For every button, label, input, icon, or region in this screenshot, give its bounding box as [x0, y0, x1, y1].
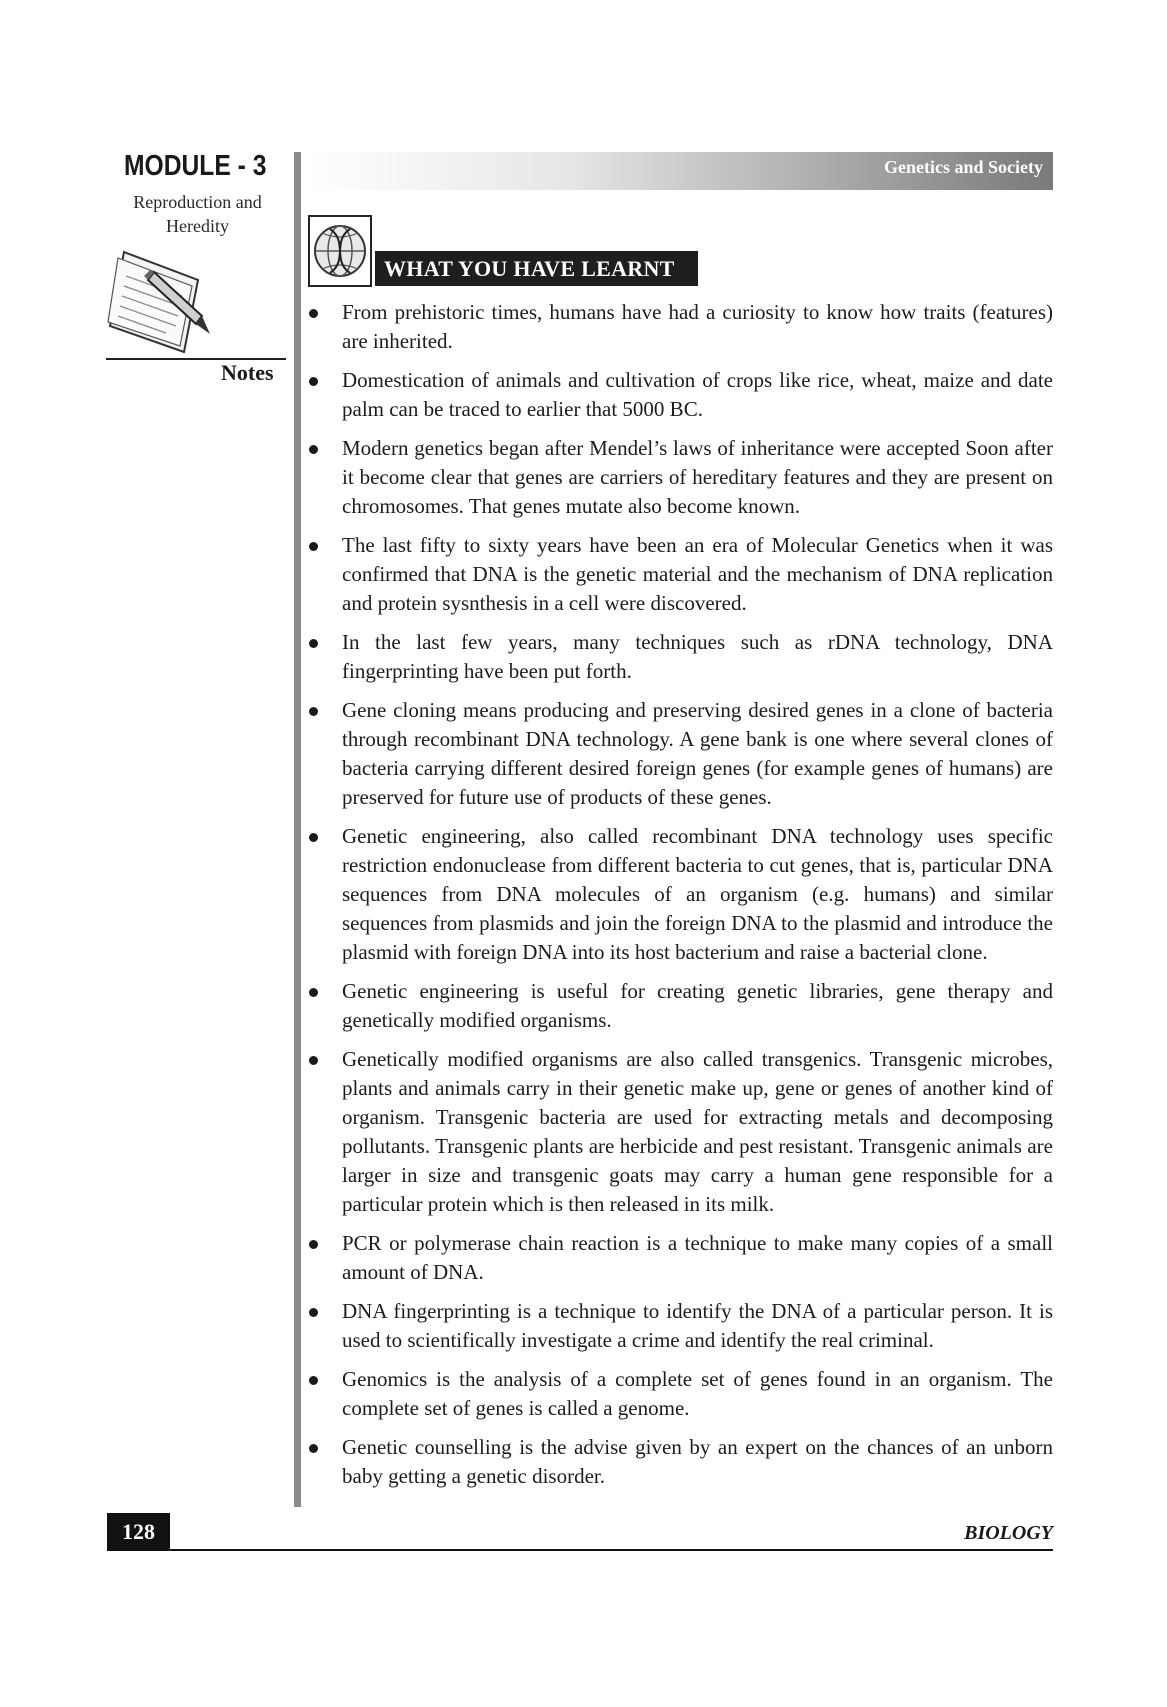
list-item-text: PCR or polymerase chain reaction is a technique to make many copies of a small amount of DNA. — [342, 1231, 1053, 1284]
margin-divider — [294, 152, 301, 1507]
bullet-icon — [309, 1056, 318, 1065]
list-item — [308, 298, 1053, 356]
learnt-points-list — [308, 298, 1053, 1501]
bullet-icon — [309, 1240, 318, 1249]
list-item — [308, 977, 1053, 1035]
bullet-icon — [309, 542, 318, 551]
notepad-pencil-icon — [106, 244, 216, 356]
module-title: MODULE - 3 — [124, 150, 267, 182]
bullet-icon — [309, 833, 318, 842]
list-item-text: From prehistoric times, humans have had a curiosity to know how traits (features) are inherited. — [342, 300, 1053, 353]
module-subtitle: Reproduction and Heredity — [133, 192, 262, 236]
bullet-icon — [309, 707, 318, 716]
list-item — [308, 696, 1053, 812]
list-item-text: In the last few years, many techniques such as rDNA technology, DNA fingerprinting have been put forth. — [342, 630, 1053, 683]
page-number: 128 — [107, 1513, 170, 1550]
chapter-title: Genetics and Society — [884, 157, 1043, 177]
bullet-icon — [309, 1376, 318, 1385]
list-item-text: Modern genetics began after Mendel’s laws of inheritance were accepted Soon after it become clear that genes are carriers of hereditary features and they are present on chromosomes. That genes mutate also become known. — [342, 436, 1053, 518]
list-item-text: Genetic engineering is useful for creating genetic libraries, gene therapy and genetically modified organisms. — [342, 979, 1053, 1032]
chapter-header — [308, 152, 1053, 190]
list-item — [308, 531, 1053, 618]
bullet-icon — [309, 377, 318, 386]
bullet-icon — [309, 445, 318, 454]
list-item — [308, 628, 1053, 686]
list-item — [308, 822, 1053, 967]
bullet-icon — [309, 1444, 318, 1453]
list-item-text: The last fifty to sixty years have been an era of Molecular Genetics when it was confirmed that DNA is the genetic material and the mechanism of DNA replication and protein sysnthesis in a cell were discovered. — [342, 533, 1053, 615]
notes-label: Notes — [221, 360, 274, 385]
list-item — [308, 1365, 1053, 1423]
list-item — [308, 1045, 1053, 1219]
list-item-text: DNA fingerprinting is a technique to identify the DNA of a particular person. It is used to scientifically investigate a crime and identify the real criminal. — [342, 1299, 1053, 1352]
footer-subject: BIOLOGY — [964, 1522, 1053, 1544]
bullet-icon — [309, 1308, 318, 1317]
bullet-icon — [309, 988, 318, 997]
dna-globe-icon — [308, 215, 372, 287]
list-item-text: Genomics is the analysis of a complete set of genes found in an organism. The complete set of genes is called a genome. — [342, 1367, 1053, 1420]
list-item — [308, 1229, 1053, 1287]
list-item-text: Genetic counselling is the advise given by an expert on the chances of an unborn baby getting a genetic disorder. — [342, 1435, 1053, 1488]
section-title: WHAT YOU HAVE LEARNT — [375, 251, 698, 286]
list-item — [308, 366, 1053, 424]
bullet-icon — [309, 639, 318, 648]
footer-divider — [107, 1549, 1053, 1551]
list-item-text: Genetic engineering, also called recombinant DNA technology uses specific restriction endonuclease from different bacteria to cut genes, that is, particular DNA sequences from DNA molecules of an organism (e.g. humans) and similar sequences from plasmids and join the foreign DNA to the plasmid and introduce the plasmid with foreign DNA into its host bacterium and raise a bacterial clone. — [342, 824, 1053, 964]
list-item — [308, 1433, 1053, 1491]
list-item-text: Domestication of animals and cultivation of crops like rice, wheat, maize and date palm can be traced to earlier that 5000 BC. — [342, 368, 1053, 421]
list-item — [308, 434, 1053, 521]
list-item-text: Gene cloning means producing and preserving desired genes in a clone of bacteria through recombinant DNA technology. A gene bank is one where several clones of bacteria carrying different desired foreign genes (for example genes of humans) are preserved for future use of products of these genes. — [342, 698, 1053, 809]
list-item — [308, 1297, 1053, 1355]
list-item-text: Genetically modified organisms are also called transgenics. Transgenic microbes, plants and animals carry in their genetic make up, gene or genes of another kind of organism. Transgenic bacteria are used for extracting metals and decomposing pollutants. Transgenic plants are herbicide and pest resistant. Transgenic animals are larger in size and transgenic goats may carry a human gene responsible for a particular protein which is then released in its milk. — [342, 1047, 1053, 1216]
bullet-icon — [309, 309, 318, 318]
